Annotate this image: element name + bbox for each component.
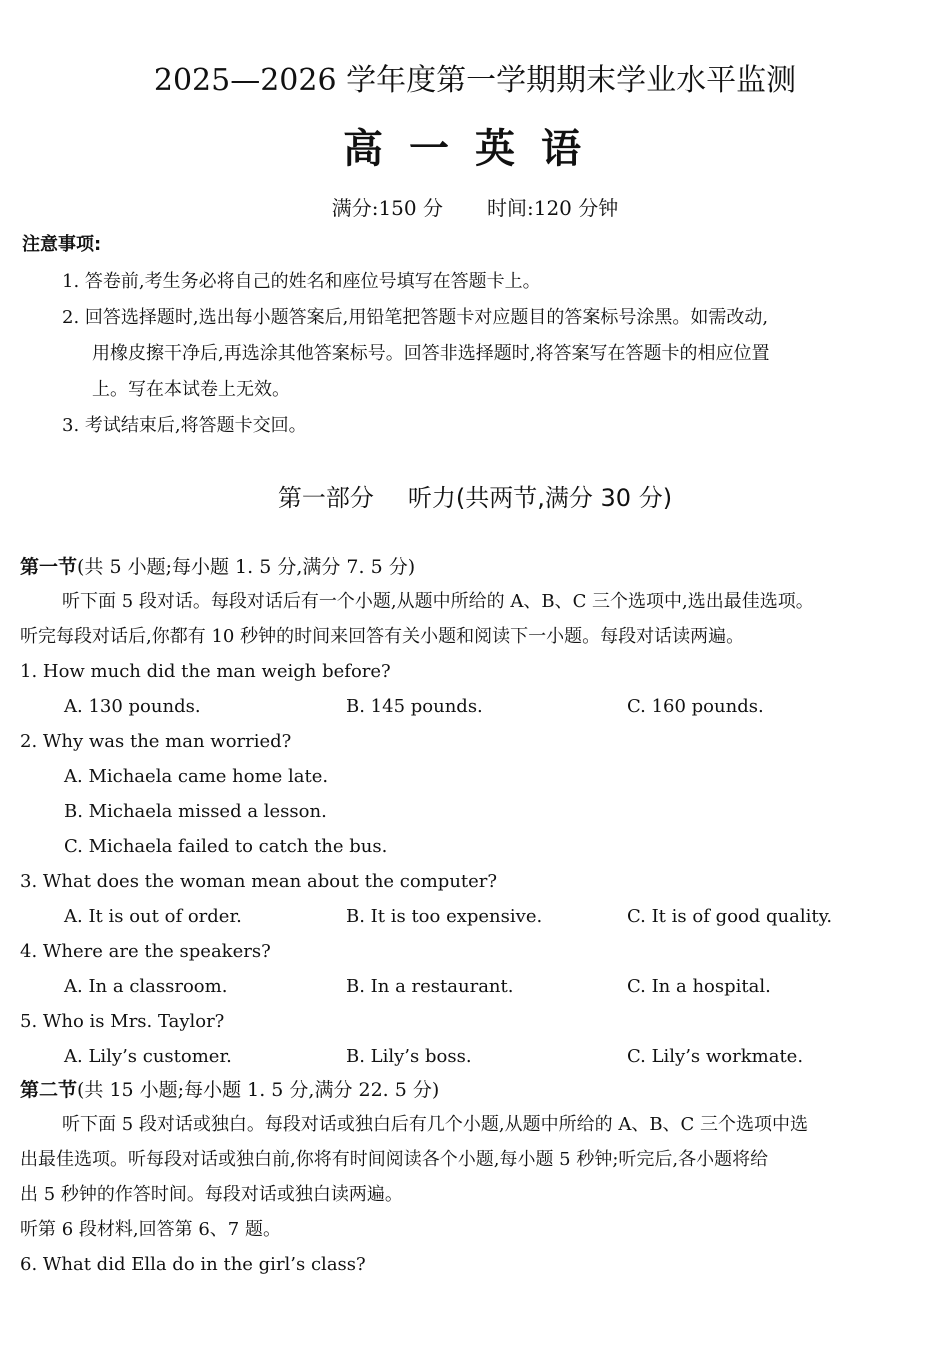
section-two-instruction-line-3: 出 5 秒钟的作答时间。每段对话或独白读两遍。 (20, 1184, 403, 1205)
score-time-line (0, 196, 950, 220)
section-two-info: (共 15 小题;每小题 1. 5 分,满分 22. 5 分) (77, 1079, 440, 1101)
question-option-c: C. 160 pounds. (627, 696, 764, 717)
notice-item-2-line-3: 上。写在本试卷上无效。 (92, 379, 290, 400)
part-one-name: 听力(共两节,满分 30 分) (407, 484, 673, 512)
full-score: 满分:150 分 (331, 196, 443, 220)
question-option-c: C. Lily’s workmate. (627, 1046, 804, 1067)
question-stem: 1. How much did the man weigh before? (20, 661, 391, 682)
notice-item-1: 1. 答卷前,考生务必将自己的姓名和座位号填写在答题卡上。 (62, 271, 541, 292)
part-one-title (0, 483, 950, 513)
question-option-b: B. Michaela missed a lesson. (64, 801, 327, 822)
exam-time: 时间:120 分钟 (487, 196, 619, 220)
section-one-name: 第一节 (20, 556, 78, 578)
section-one-instruction-line-2: 听完每段对话后,你都有 10 秒钟的时间来回答有关小题和阅读下一小题。每段对话读两遍。 (20, 626, 745, 647)
question-option-a: A. It is out of order. (64, 906, 242, 927)
question-option-b: B. 145 pounds. (346, 696, 483, 717)
section-one-info: (共 5 小题;每小题 1. 5 分,满分 7. 5 分) (77, 556, 416, 578)
section-one-instruction-line-1: 听下面 5 段对话。每段对话后有一个小题,从题中所给的 A、B、C 三个选项中,选出最佳选项。 (62, 591, 814, 612)
question-stem: 3. What does the woman mean about the computer? (20, 871, 498, 892)
question-option-b: B. It is too expensive. (346, 906, 543, 927)
question-option-a: A. Lily’s customer. (64, 1046, 232, 1067)
question-option-c: C. In a hospital. (627, 976, 771, 997)
question-option-c: C. It is of good quality. (627, 906, 833, 927)
question-stem: 4. Where are the speakers? (20, 941, 271, 962)
question-option-b: B. Lily’s boss. (346, 1046, 472, 1067)
question-option-c: C. Michaela failed to catch the bus. (64, 836, 388, 857)
part-one-label: 第一部分 (277, 484, 374, 512)
material-six-instruction: 听第 6 段材料,回答第 6、7 题。 (20, 1219, 281, 1240)
notice-title: 注意事项: (22, 234, 102, 255)
notice-item-2-line-2: 用橡皮擦干净后,再选涂其他答案标号。回答非选择题时,将答案写在答题卡的相应位置 (92, 343, 770, 364)
question-stem: 5. Who is Mrs. Taylor? (20, 1011, 225, 1032)
question-option-a: A. Michaela came home late. (64, 766, 329, 787)
section-one-heading (20, 555, 415, 579)
subject-title: 高一英语 (343, 126, 607, 172)
question-option-b: B. In a restaurant. (346, 976, 514, 997)
question-stem: 2. Why was the man worried? (20, 731, 292, 752)
section-two-instruction-line-1: 听下面 5 段对话或独白。每段对话或独白后有几个小题,从题中所给的 A、B、C 三个选项中选 (62, 1114, 809, 1135)
section-two-heading (20, 1078, 439, 1102)
question-option-a: A. In a classroom. (64, 976, 228, 997)
question-stem: 6. What did Ella do in the girl’s class? (20, 1254, 366, 1275)
notice-item-3: 3. 考试结束后,将答题卡交回。 (62, 415, 307, 436)
section-two-instruction-line-2: 出最佳选项。听每段对话或独白前,你将有时间阅读各个小题,每小题 5 秒钟;听完后,各小题将给 (20, 1149, 769, 1170)
exam-title: 2025—2026 学年度第一学期期末学业水平监测 (153, 63, 797, 98)
question-option-a: A. 130 pounds. (64, 696, 201, 717)
section-two-name: 第二节 (20, 1079, 78, 1101)
notice-item-2-line-1: 2. 回答选择题时,选出每小题答案后,用铅笔把答题卡对应题目的答案标号涂黑。如需改动, (62, 307, 769, 328)
